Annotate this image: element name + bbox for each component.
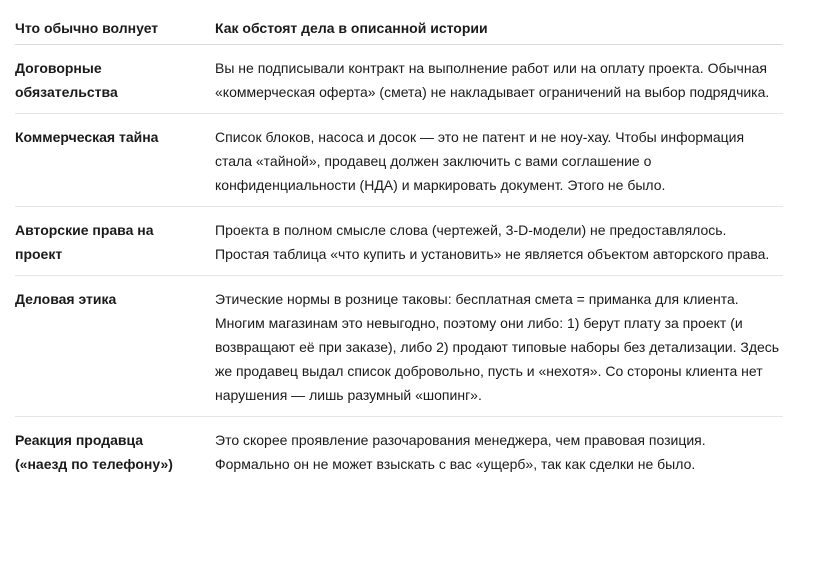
row-status: Это скорее проявление разочарования менеджера, чем правовая позиция. Формально он не может взыскать с вас «ущерб», так как сделки не было. xyxy=(215,432,706,472)
row-status: Этические нормы в рознице таковы: бесплатная смета = приманка для клиента. Многим магазинам это невыгодно, поэтому они либо: 1) берут плату за проект (и возвращают её при заказе), либо 2) продают типовые наборы без детализации. Здесь же продавец выдал список добровольно, пусть и «нехотя». Со стороны клиента нет нарушения — лишь разумный «шопинг». xyxy=(215,291,780,403)
table-row xyxy=(15,276,783,417)
table-header-row xyxy=(15,10,783,45)
table-row xyxy=(15,417,783,485)
row-status: Вы не подписывали контракт на выполнение работ или на оплату проекта. Обычная «коммерческая оферта» (смета) не накладывает ограничений на выбор подрядчика. xyxy=(215,60,770,100)
table-row xyxy=(15,45,783,114)
row-concern: Коммерческая тайна xyxy=(15,129,159,145)
row-status: Проекта в полном смысле слова (чертежей, 3‑D‑модели) не предоставлялось. Простая таблица «что купить и установить» не является объектом авторского права. xyxy=(215,222,770,262)
row-concern: Авторские права на проект xyxy=(15,222,154,262)
table-row xyxy=(15,114,783,207)
table-row xyxy=(15,207,783,276)
header-status: Как обстоят дела в описанной истории xyxy=(215,20,488,36)
row-concern: Реакция продавца («наезд по телефону») xyxy=(15,432,173,472)
row-concern: Договорные обязательства xyxy=(15,60,118,100)
comparison-table xyxy=(15,10,783,485)
header-concern: Что обычно волнует xyxy=(15,20,159,36)
row-status: Список блоков, насоса и досок — это не патент и не ноу‑хау. Чтобы информация стала «тайной», продавец должен заключить с вами соглашение о конфиденциальности (НДА) и маркировать документ. Этого не было. xyxy=(215,129,745,193)
row-concern: Деловая этика xyxy=(15,291,117,307)
